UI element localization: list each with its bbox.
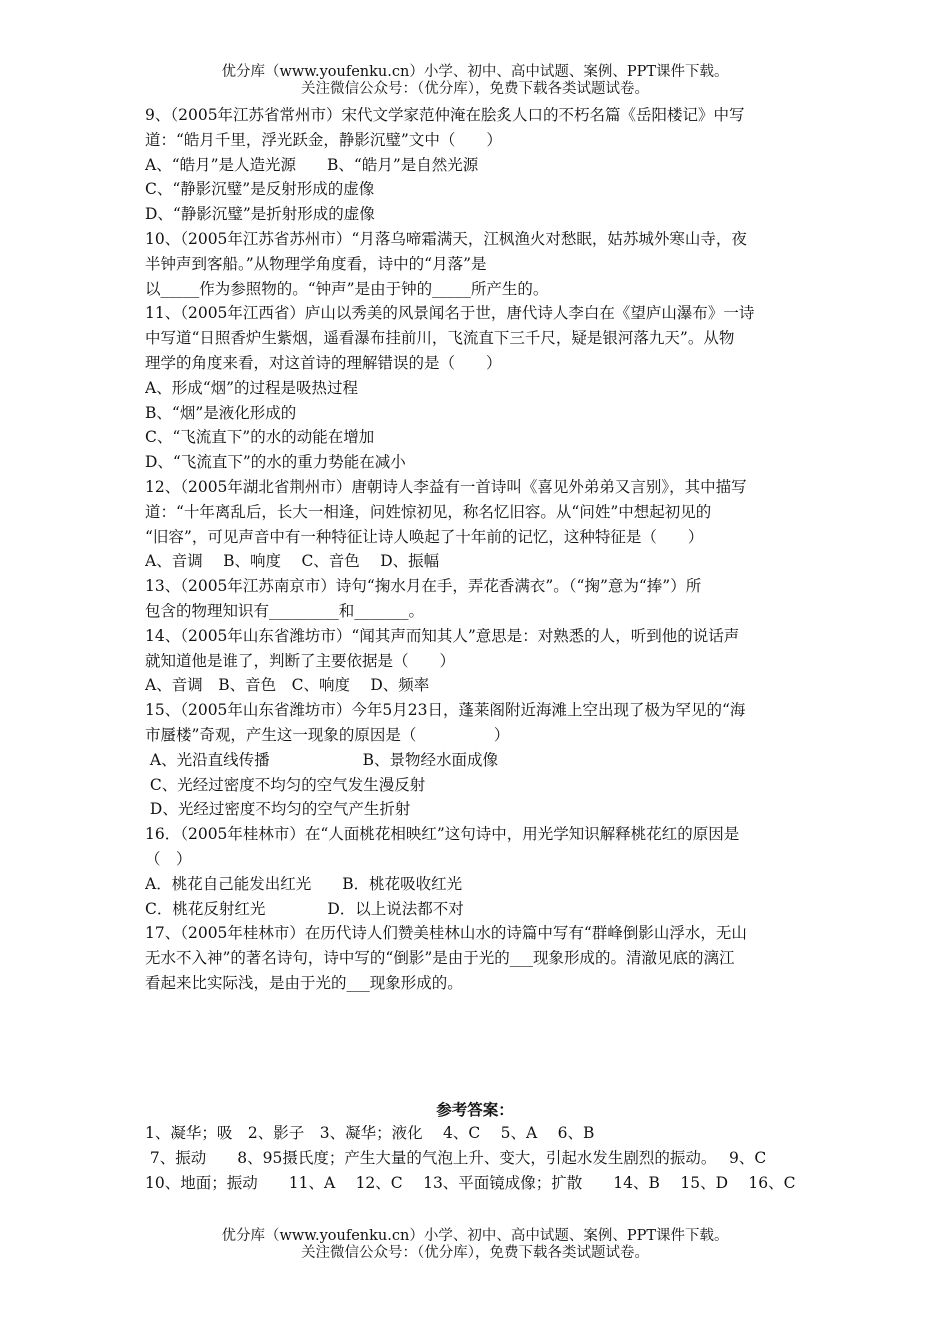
text-line: 中写道“日照香炉生紫烟，遥看瀑布挂前川，飞流直下三千尺，疑是银河落九天”。从物	[145, 329, 735, 348]
text-line: 13、（2005年江苏南京市）诗句“掬水月在手，弄花香满衣”。（“掬”意为“捧”）所	[145, 577, 702, 596]
header-line-2: 关注微信公众号：（优分库），免费下载各类试题试卷。	[301, 81, 649, 97]
text-line: 市蜃楼”奇观，产生这一现象的原因是（ ）	[145, 725, 510, 744]
text-line: 9、（2005年江苏省常州市）宋代文学家范仲淹在脍炙人口的不朽名篇《岳阳楼记》中写	[145, 106, 745, 124]
answers-body	[145, 1121, 810, 1196]
answer-line: 1、凝华；吸 2、影子 3、凝华；液化 4、C 5、A 6、B	[145, 1124, 595, 1142]
text-line: “旧容”，可见声音中有一种特征让诗人唤起了十年前的记忆，这种特征是（ ）	[145, 527, 704, 546]
text-line: 道：“皓月千里，浮光跃金，静影沉璧”文中（ ）	[145, 130, 502, 149]
text-line: 11、（2005年江西省）庐山以秀美的风景闻名于世，唐代诗人李白在《望庐山瀑布》一诗	[145, 304, 755, 323]
answer-line: 10、地面；振动 11、A 12、C 13、平面镜成像；扩散 14、B 15、D 16、C	[145, 1174, 796, 1192]
footer-line-1: 优分库（www.youfenku.cn）小学、初中、高中试题、案例、PPT课件下载。	[221, 1228, 729, 1244]
text-line: 半钟声到客船。”从物理学角度看，诗中的“月落”是	[145, 254, 487, 273]
text-line: 15、（2005年山东省潍坊市）今年5月23日，蓬莱阁附近海滩上空出现了极为罕见的“海	[145, 701, 746, 720]
text-line: 17、（2005年桂林市）在历代诗人们赞美桂林山水的诗篇中写有“群峰倒影山浮水，无山	[145, 924, 747, 943]
text-line: 就知道他是谁了，判断了主要依据是（ ）	[145, 651, 456, 670]
text-line: B、“烟”是液化形成的	[145, 403, 297, 422]
text-line: C、“飞流直下”的水的动能在增加	[145, 428, 375, 447]
text-line: D、“飞流直下”的水的重力势能在减小	[145, 453, 406, 472]
text-line: C．桃花反射红光 D．以上说法都不对	[145, 899, 464, 918]
text-line: A、光沿直线传播 B、景物经水面成像	[145, 750, 499, 769]
text-line: 道：“十年离乱后，长大一相逢，问姓惊初见，称名忆旧容。从“问姓”中想起初见的	[145, 502, 712, 521]
text-line: A、音调 B、响度 C、音色 D、振幅	[145, 552, 440, 571]
page-footer	[0, 1228, 950, 1262]
text-line: 10、（2005年江苏省苏州市）“月落乌啼霜满天，江枫渔火对愁眠，姑苏城外寒山寺，夜	[145, 229, 747, 248]
text-line: （ ）	[145, 849, 192, 868]
text-line: 看起来比实际浅，是由于光的___现象形成的。	[145, 973, 463, 992]
text-line: C、“静影沉璧”是反射形成的虚像	[145, 180, 375, 199]
text-line: D、光经过密度不均匀的空气产生折射	[145, 800, 411, 819]
text-line: C、光经过密度不均匀的空气发生漫反射	[145, 775, 426, 794]
text-line: 无水不入神”的著名诗句，诗中写的“倒影”是由于光的___现象形成的。清澈见底的漓江	[145, 949, 735, 968]
text-line: A、形成“烟”的过程是吸热过程	[145, 378, 359, 397]
header-line-1: 优分库（www.youfenku.cn）小学、初中、高中试题、案例、PPT课件下载。	[221, 64, 729, 80]
page-header	[0, 64, 950, 98]
text-line: A．桃花自己能发出红光 B．桃花吸收红光	[145, 874, 463, 893]
text-line: A、音调 B、音色 C、响度 D、频率	[145, 676, 430, 695]
text-line: D、“静影沉璧”是折射形成的虚像	[145, 205, 375, 224]
answer-line: 7、振动 8、95摄氏度；产生大量的气泡上升、变大，引起水发生剧烈的振动。 9、C	[145, 1149, 767, 1167]
text-line: 16．（2005年桂林市）在“人面桃花相映红”这句诗中，用光学知识解释桃花红的原因是	[145, 825, 740, 844]
text-line: 理学的角度来看，对这首诗的理解错误的是（ ）	[145, 353, 502, 372]
text-line: A、“皓月”是人造光源 B、“皓月”是自然光源	[145, 155, 479, 174]
footer-line-2: 关注微信公众号：（优分库），免费下载各类试题试卷。	[301, 1245, 649, 1261]
answers-title: 参考答案：	[436, 1100, 514, 1119]
text-line: 14、（2005年山东省潍坊市）“闻其声而知其人”意思是：对熟悉的人，听到他的说话声	[145, 626, 740, 645]
text-line: 12、（2005年湖北省荆州市）唐朝诗人李益有一首诗叫《喜见外弟弟又言别》，其中描写	[145, 477, 747, 496]
text-line: 包含的物理知识有_________和_______。	[145, 601, 425, 620]
question-body	[145, 103, 810, 996]
text-line: 以_____作为参照物的。“钟声”是由于钟的_____所产生的。	[145, 279, 549, 298]
